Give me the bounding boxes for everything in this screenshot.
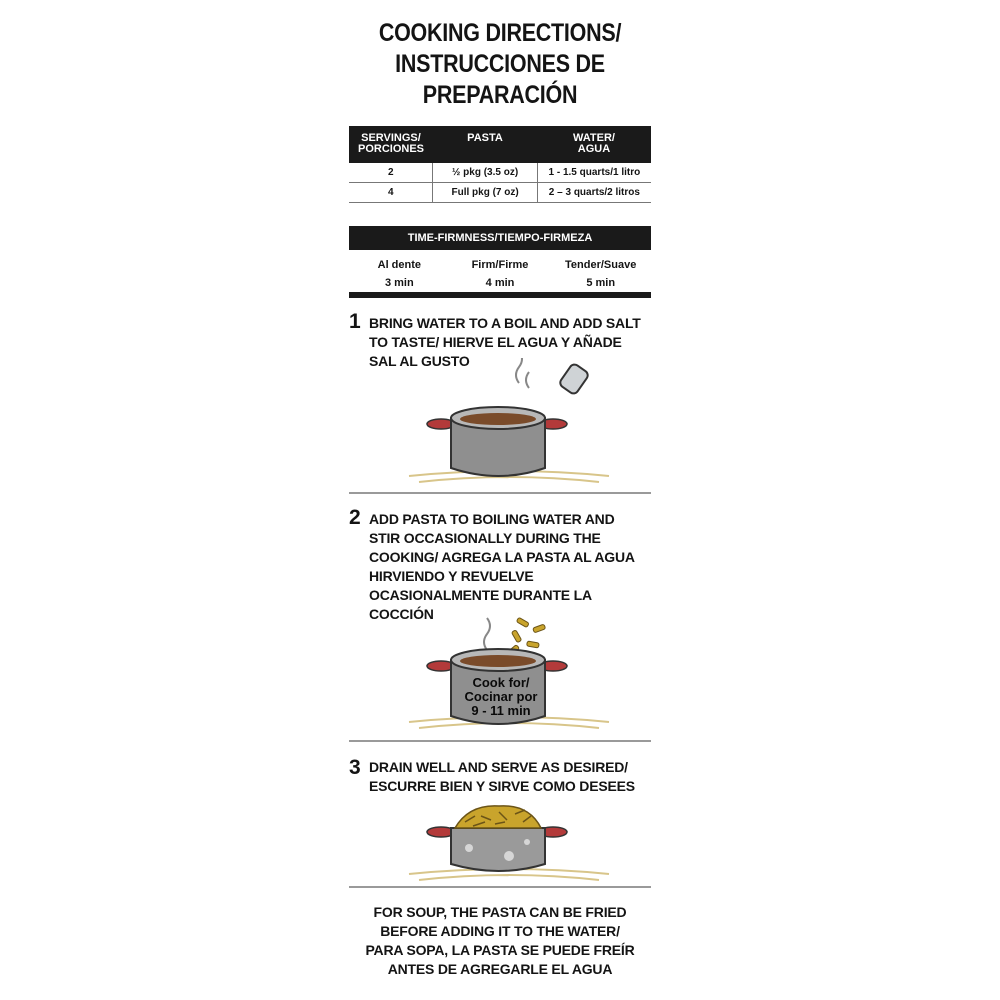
title-line-2: INSTRUCCIONES DE <box>395 50 605 78</box>
footer-line: PARA SOPA, LA PASTA SE PUEDE FREÍR <box>365 942 635 958</box>
title-line-3: PREPARACIÓN <box>422 81 578 109</box>
step-line: ADD PASTA TO BOILING WATER AND <box>369 511 615 527</box>
cook-label-line: 9 - 11 min <box>471 703 531 718</box>
step-1-number: 1 <box>349 310 361 333</box>
time-cell <box>450 256 551 292</box>
cell-servings: 2 <box>387 167 394 178</box>
step-2-number: 2 <box>349 506 361 529</box>
step-line: COCCIÓN <box>369 606 434 622</box>
table-row <box>349 183 651 203</box>
cell-servings: 4 <box>387 187 394 198</box>
header-pasta: PASTA <box>467 132 503 144</box>
step-line: DRAIN WELL AND SERVE AS DESIRED/ <box>369 759 628 775</box>
step-divider <box>349 492 651 494</box>
cell-pasta: Full pkg (7 oz) <box>432 183 537 202</box>
step-line: HIRVIENDO Y REVUELVE <box>369 568 534 584</box>
page-title <box>370 18 630 111</box>
time-cell <box>349 256 450 292</box>
step-line: COOKING/ AGREGA LA PASTA AL AGUA <box>369 549 635 565</box>
title-line-1: COOKING DIRECTIONS/ <box>378 19 622 47</box>
cell-water: 1 - 1.5 quarts/1 litro <box>548 167 641 178</box>
table-row <box>349 163 651 183</box>
step-line: SAL AL GUSTO <box>369 353 470 369</box>
cell-pasta: ½ pkg (3.5 oz) <box>432 163 537 182</box>
step-2-text <box>369 510 651 624</box>
step-3-text <box>369 758 651 796</box>
cell-water: 2 – 3 quarts/2 litros <box>548 187 640 198</box>
firmness-label: Firm/Firme <box>471 259 529 271</box>
firmness-time: 3 min <box>384 277 414 289</box>
step-line: ESCURRE BIEN Y SIRVE COMO DESEES <box>369 778 635 794</box>
header-servings: SERVINGS/ PORCIONES <box>357 132 424 155</box>
time-table-rule <box>349 292 651 298</box>
header-water: WATER/ AGUA <box>573 132 615 155</box>
servings-table <box>349 126 651 203</box>
time-cell <box>550 256 651 292</box>
time-firmness-header: TIME-FIRMNESS/TIEMPO-FIRMEZA <box>349 226 651 250</box>
soup-tip <box>349 903 651 979</box>
step-3-number: 3 <box>349 756 361 779</box>
served-pasta-pot-illustration <box>399 798 619 884</box>
step-divider <box>349 740 651 742</box>
servings-table-header <box>349 126 651 163</box>
firmness-time: 4 min <box>485 277 515 289</box>
footer-line: BEFORE ADDING IT TO THE WATER/ <box>380 923 620 939</box>
time-firmness-grid <box>349 256 651 292</box>
cook-time-label <box>441 676 561 718</box>
footer-line: ANTES DE AGREGARLE EL AGUA <box>387 961 613 977</box>
boiling-pot-salt-illustration <box>399 358 619 488</box>
firmness-label: Al dente <box>377 259 422 271</box>
cook-label-line: Cocinar por <box>464 689 538 704</box>
cook-label-line: Cook for/ <box>472 675 530 690</box>
firmness-time: 5 min <box>586 277 616 289</box>
step-line: TO TASTE/ HIERVE EL AGUA Y AÑADE <box>369 334 622 350</box>
footer-line: FOR SOUP, THE PASTA CAN BE FRIED <box>373 904 627 920</box>
step-line: BRING WATER TO A BOIL AND ADD SALT <box>369 315 641 331</box>
step-divider <box>349 886 651 888</box>
step-line: OCASIONALMENTE DURANTE LA <box>369 587 592 603</box>
firmness-label: Tender/Suave <box>565 259 637 271</box>
cooking-directions-panel <box>349 0 651 1000</box>
step-line: STIR OCCASIONALLY DURING THE <box>369 530 601 546</box>
